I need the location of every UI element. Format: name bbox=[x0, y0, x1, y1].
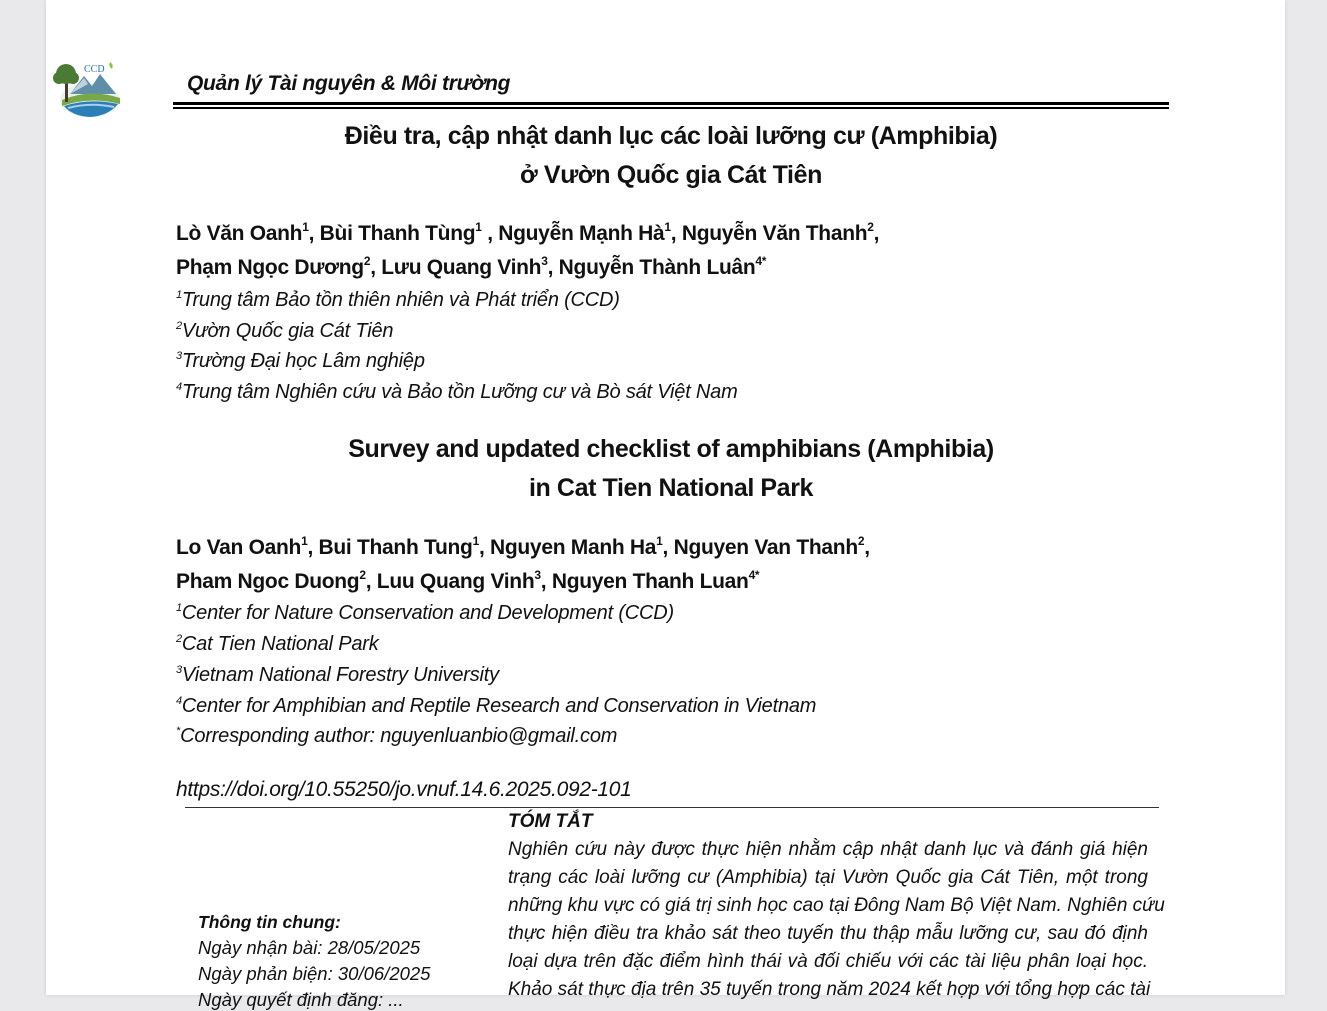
svg-text:CCD: CCD bbox=[84, 64, 105, 75]
authors-vi-line1: Lò Văn Oanh$^1$, Bùi Thanh Tùng$^1$ , Nguyễn Mạnh $Hà^1$, Nguyễn Văn Thanh$^2$, bbox=[176, 220, 880, 245]
abstract-line: thực hiện điều tra khảo sát theo tuyến thu thập mẫu lưỡng cư, sau đó định bbox=[508, 923, 1148, 944]
authors-en-line1: Lo Van Oanh$^1$, Bui Thanh Tung$^1$, Nguyen Manh Ha$^1$, Nguyen Van Thanh$^2$, bbox=[176, 534, 870, 559]
abstract-body bbox=[508, 836, 1165, 1004]
ccd-logo-icon bbox=[50, 60, 122, 118]
affiliation-vi: $^3$Trường Đại học Lâm nghiệp bbox=[176, 350, 425, 372]
received-date: Ngày nhận bài: 28/05/2025 bbox=[198, 937, 421, 958]
affiliation-vi: $^4$Trung tâm Nghiên cứu và Bảo tồn Lưỡng cư và Bò sát Việt Nam bbox=[176, 381, 738, 403]
authors-en-line2: Pham Ngoc Duong$^2$, Luu Quang Vinh$^3$, Nguyen Thanh Luan$^{4*}$ bbox=[176, 568, 760, 593]
header-rule-thin bbox=[173, 107, 1169, 109]
author: Luu Quang Vinh bbox=[376, 570, 535, 593]
author: Nguyen Van Thanh bbox=[673, 536, 858, 559]
abstract-heading: TÓM TẮT bbox=[508, 811, 593, 832]
review-date: Ngày phản biện: 30/06/2025 bbox=[198, 963, 431, 984]
author: Nguyễn Mạnh Hà bbox=[498, 222, 665, 245]
title-vi-line2: ở Vườn Quốc gia Cát Tiên bbox=[520, 161, 822, 189]
journal-name: Quản lý Tài nguyên & Môi trường bbox=[187, 72, 511, 95]
affiliation-vi: $^2$Vườn Quốc gia Cát Tiên bbox=[176, 320, 394, 342]
author: Nguyen Thanh Luan bbox=[551, 570, 749, 593]
affiliation-vi: $^1$Trung tâm Bảo tồn thiên nhiên và Phát triển (CCD) bbox=[176, 289, 620, 311]
header-rule bbox=[173, 102, 1169, 105]
abstract-line: loại dựa trên đặc điểm hình thái và đối chiếu với các tài liệu phân loại học. bbox=[508, 951, 1148, 972]
abstract-line: Nghiên cứu này được thực hiện nhằm cập nhật danh lục và đánh giá hiện bbox=[508, 839, 1148, 860]
author: Bùi Thanh Tùng bbox=[319, 222, 476, 245]
author: Nguyễn Thành Luân bbox=[558, 256, 756, 279]
author: Phạm Ngọc Dương bbox=[176, 256, 364, 279]
author: Nguyen Manh Ha bbox=[490, 536, 657, 559]
authors-vi-line2: Phạm Ngọc Dương$^2$, Lưu Quang Vinh$^3$, Nguyễn Thành Luân$^{4*}$ bbox=[176, 254, 767, 279]
author: Lưu Quang Vinh bbox=[381, 256, 542, 279]
title-en-line2: in Cat Tien National Park bbox=[528, 474, 814, 502]
affiliation-en: $^2$Cat Tien National Park bbox=[176, 633, 379, 655]
author: Lò Văn Oanh bbox=[176, 222, 303, 245]
author: Nguyễn Văn Thanh bbox=[681, 222, 868, 245]
affiliation-en: $^4$Center for Amphibian and Reptile Research and Conservation in Vietnam bbox=[176, 695, 817, 717]
affiliation-en: $^3$Vietnam National Forestry University bbox=[176, 664, 499, 686]
abstract-line: trạng các loài lưỡng cư (Amphibia) tại Vườn Quốc gia Cát Tiên, một trong bbox=[508, 867, 1148, 888]
section-rule bbox=[185, 807, 1159, 808]
affiliation-en: $^1$Center for Nature Conservation and Development (CCD) bbox=[176, 602, 674, 624]
paper-page bbox=[46, 0, 1285, 1010]
doi-link[interactable]: https://doi.org/10.55250/jo.vnuf.14.6.2025.092-101 bbox=[176, 778, 632, 801]
author: Bui Thanh Tung bbox=[318, 536, 473, 559]
abstract-line: Khảo sát thực địa trên 35 tuyến trong năm 2024 kết hợp với tổng hợp các tài bbox=[508, 979, 1151, 1000]
author: Pham Ngoc Duong bbox=[176, 570, 360, 593]
abstract-line: những khu vực có giá trị sinh học cao tại Đông Nam Bộ Việt Nam. Nghiên cứu bbox=[508, 895, 1165, 916]
accepted-date: Ngày quyết định đăng: ... bbox=[198, 989, 404, 1010]
author: Lo Van Oanh bbox=[176, 536, 302, 559]
title-vi-line1: Điều tra, cập nhật danh lục các loài lưỡng cư (Amphibia) bbox=[344, 122, 998, 150]
general-info-heading: Thông tin chung: bbox=[198, 912, 341, 932]
corresponding-author: *Corresponding author: nguyenluanbio@gmail.com bbox=[176, 725, 618, 747]
title-en-line1: Survey and updated checklist of amphibians (Amphibia) bbox=[348, 435, 994, 463]
